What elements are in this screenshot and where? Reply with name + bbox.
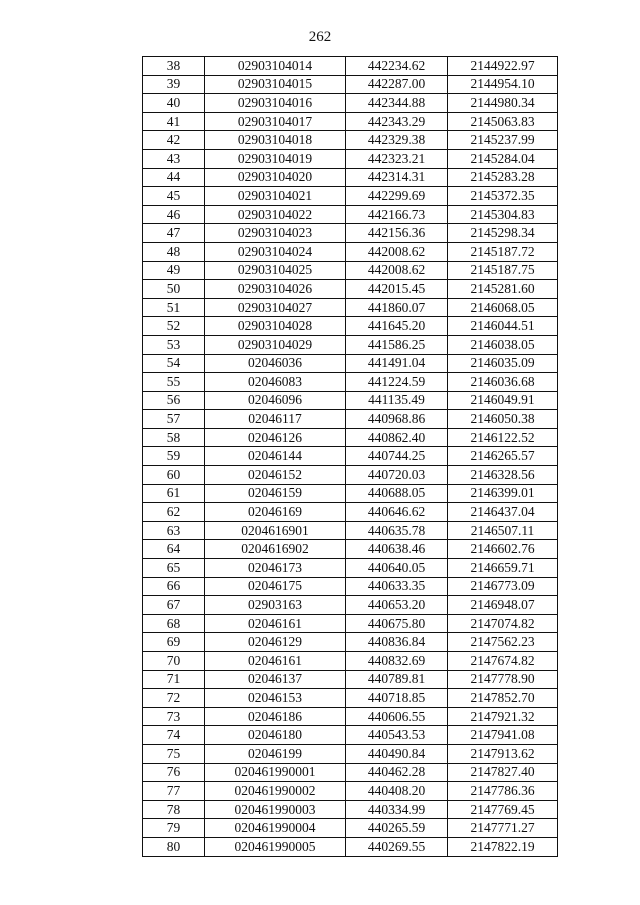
code-cell: 02046153 xyxy=(205,689,346,708)
table-row xyxy=(143,744,558,763)
table-row xyxy=(143,521,558,540)
y-coordinate-cell: 2146659.71 xyxy=(448,559,558,578)
table-row xyxy=(143,335,558,354)
table-row xyxy=(143,447,558,466)
y-coordinate-cell: 2146437.04 xyxy=(448,503,558,522)
code-cell: 02903104020 xyxy=(205,168,346,187)
y-coordinate-cell: 2146507.11 xyxy=(448,521,558,540)
x-coordinate-cell: 440265.59 xyxy=(346,819,448,838)
table-row xyxy=(143,391,558,410)
x-coordinate-cell: 442234.62 xyxy=(346,57,448,76)
x-coordinate-cell: 440606.55 xyxy=(346,707,448,726)
code-cell: 02046137 xyxy=(205,670,346,689)
point-number-cell: 59 xyxy=(143,447,205,466)
code-cell: 02046169 xyxy=(205,503,346,522)
y-coordinate-cell: 2146049.91 xyxy=(448,391,558,410)
code-cell: 02903104029 xyxy=(205,335,346,354)
y-coordinate-cell: 2147674.82 xyxy=(448,652,558,671)
y-coordinate-cell: 2145281.60 xyxy=(448,280,558,299)
table-row xyxy=(143,428,558,447)
point-number-cell: 67 xyxy=(143,596,205,615)
table-row xyxy=(143,187,558,206)
table-row xyxy=(143,837,558,856)
x-coordinate-cell: 440720.03 xyxy=(346,466,448,485)
code-cell: 02903104015 xyxy=(205,75,346,94)
page-number: 262 xyxy=(308,29,332,45)
point-number-cell: 74 xyxy=(143,726,205,745)
y-coordinate-cell: 2145237.99 xyxy=(448,131,558,150)
table-row xyxy=(143,633,558,652)
point-number-cell: 63 xyxy=(143,521,205,540)
y-coordinate-cell: 2147852.70 xyxy=(448,689,558,708)
table-row xyxy=(143,354,558,373)
code-cell: 02046175 xyxy=(205,577,346,596)
y-coordinate-cell: 2146044.51 xyxy=(448,317,558,336)
table-row xyxy=(143,726,558,745)
point-number-cell: 61 xyxy=(143,484,205,503)
y-coordinate-cell: 2146050.38 xyxy=(448,410,558,429)
code-cell: 02046126 xyxy=(205,428,346,447)
table-row xyxy=(143,670,558,689)
x-coordinate-cell: 442314.31 xyxy=(346,168,448,187)
code-cell: 02903104014 xyxy=(205,57,346,76)
table-row xyxy=(143,484,558,503)
code-cell: 020461990002 xyxy=(205,782,346,801)
code-cell: 020461990004 xyxy=(205,819,346,838)
y-coordinate-cell: 2146773.09 xyxy=(448,577,558,596)
point-number-cell: 39 xyxy=(143,75,205,94)
code-cell: 02903104024 xyxy=(205,242,346,261)
x-coordinate-cell: 441645.20 xyxy=(346,317,448,336)
x-coordinate-cell: 441491.04 xyxy=(346,354,448,373)
y-coordinate-cell: 2147562.23 xyxy=(448,633,558,652)
table-row xyxy=(143,112,558,131)
y-coordinate-cell: 2146068.05 xyxy=(448,298,558,317)
x-coordinate-cell: 442323.21 xyxy=(346,149,448,168)
x-coordinate-cell: 440653.20 xyxy=(346,596,448,615)
point-number-cell: 49 xyxy=(143,261,205,280)
code-cell: 02046036 xyxy=(205,354,346,373)
table-row xyxy=(143,373,558,392)
point-number-cell: 66 xyxy=(143,577,205,596)
code-cell: 02903104018 xyxy=(205,131,346,150)
y-coordinate-cell: 2144954.10 xyxy=(448,75,558,94)
coordinates-table-body xyxy=(143,57,558,857)
y-coordinate-cell: 2146122.52 xyxy=(448,428,558,447)
point-number-cell: 48 xyxy=(143,242,205,261)
y-coordinate-cell: 2145187.72 xyxy=(448,242,558,261)
point-number-cell: 70 xyxy=(143,652,205,671)
y-coordinate-cell: 2147822.19 xyxy=(448,837,558,856)
code-cell: 02903163 xyxy=(205,596,346,615)
table-row xyxy=(143,280,558,299)
point-number-cell: 68 xyxy=(143,614,205,633)
table-row xyxy=(143,559,558,578)
point-number-cell: 53 xyxy=(143,335,205,354)
code-cell: 02903104023 xyxy=(205,224,346,243)
y-coordinate-cell: 2147941.08 xyxy=(448,726,558,745)
point-number-cell: 42 xyxy=(143,131,205,150)
table-row xyxy=(143,782,558,801)
point-number-cell: 50 xyxy=(143,280,205,299)
point-number-cell: 45 xyxy=(143,187,205,206)
y-coordinate-cell: 2145372.35 xyxy=(448,187,558,206)
y-coordinate-cell: 2146328.56 xyxy=(448,466,558,485)
code-cell: 02046161 xyxy=(205,614,346,633)
point-number-cell: 78 xyxy=(143,800,205,819)
point-number-cell: 56 xyxy=(143,391,205,410)
x-coordinate-cell: 440789.81 xyxy=(346,670,448,689)
x-coordinate-cell: 440490.84 xyxy=(346,744,448,763)
x-coordinate-cell: 442156.36 xyxy=(346,224,448,243)
code-cell: 02046096 xyxy=(205,391,346,410)
x-coordinate-cell: 441586.25 xyxy=(346,335,448,354)
table-row xyxy=(143,689,558,708)
table-row xyxy=(143,466,558,485)
point-number-cell: 69 xyxy=(143,633,205,652)
x-coordinate-cell: 440675.80 xyxy=(346,614,448,633)
code-cell: 02046161 xyxy=(205,652,346,671)
code-cell: 02046173 xyxy=(205,559,346,578)
x-coordinate-cell: 440688.05 xyxy=(346,484,448,503)
y-coordinate-cell: 2145298.34 xyxy=(448,224,558,243)
code-cell: 020461990001 xyxy=(205,763,346,782)
code-cell: 02903104026 xyxy=(205,280,346,299)
point-number-cell: 52 xyxy=(143,317,205,336)
x-coordinate-cell: 440269.55 xyxy=(346,837,448,856)
code-cell: 02046129 xyxy=(205,633,346,652)
x-coordinate-cell: 440633.35 xyxy=(346,577,448,596)
coordinates-table xyxy=(142,56,558,857)
x-coordinate-cell: 440334.99 xyxy=(346,800,448,819)
point-number-cell: 64 xyxy=(143,540,205,559)
x-coordinate-cell: 441860.07 xyxy=(346,298,448,317)
code-cell: 02903104027 xyxy=(205,298,346,317)
table-row xyxy=(143,652,558,671)
code-cell: 0204616901 xyxy=(205,521,346,540)
point-number-cell: 75 xyxy=(143,744,205,763)
x-coordinate-cell: 440638.46 xyxy=(346,540,448,559)
table-row xyxy=(143,763,558,782)
x-coordinate-cell: 442287.00 xyxy=(346,75,448,94)
x-coordinate-cell: 442015.45 xyxy=(346,280,448,299)
x-coordinate-cell: 440408.20 xyxy=(346,782,448,801)
code-cell: 02903104028 xyxy=(205,317,346,336)
table-row xyxy=(143,298,558,317)
y-coordinate-cell: 2147827.40 xyxy=(448,763,558,782)
point-number-cell: 38 xyxy=(143,57,205,76)
x-coordinate-cell: 442008.62 xyxy=(346,242,448,261)
y-coordinate-cell: 2147769.45 xyxy=(448,800,558,819)
y-coordinate-cell: 2147913.62 xyxy=(448,744,558,763)
table-row xyxy=(143,800,558,819)
point-number-cell: 43 xyxy=(143,149,205,168)
x-coordinate-cell: 442329.38 xyxy=(346,131,448,150)
code-cell: 02046180 xyxy=(205,726,346,745)
code-cell: 02046144 xyxy=(205,447,346,466)
x-coordinate-cell: 440836.84 xyxy=(346,633,448,652)
table-row xyxy=(143,57,558,76)
x-coordinate-cell: 440543.53 xyxy=(346,726,448,745)
code-cell: 0204616902 xyxy=(205,540,346,559)
table-row xyxy=(143,707,558,726)
x-coordinate-cell: 440646.62 xyxy=(346,503,448,522)
point-number-cell: 47 xyxy=(143,224,205,243)
x-coordinate-cell: 440640.05 xyxy=(346,559,448,578)
code-cell: 02903104025 xyxy=(205,261,346,280)
y-coordinate-cell: 2146602.76 xyxy=(448,540,558,559)
table-row xyxy=(143,149,558,168)
y-coordinate-cell: 2147921.32 xyxy=(448,707,558,726)
x-coordinate-cell: 442008.62 xyxy=(346,261,448,280)
code-cell: 020461990003 xyxy=(205,800,346,819)
table-row xyxy=(143,205,558,224)
y-coordinate-cell: 2144980.34 xyxy=(448,94,558,113)
y-coordinate-cell: 2145284.04 xyxy=(448,149,558,168)
point-number-cell: 51 xyxy=(143,298,205,317)
table-row xyxy=(143,75,558,94)
x-coordinate-cell: 442166.73 xyxy=(346,205,448,224)
code-cell: 02903104019 xyxy=(205,149,346,168)
point-number-cell: 40 xyxy=(143,94,205,113)
point-number-cell: 77 xyxy=(143,782,205,801)
x-coordinate-cell: 440832.69 xyxy=(346,652,448,671)
y-coordinate-cell: 2144922.97 xyxy=(448,57,558,76)
code-cell: 02903104016 xyxy=(205,94,346,113)
x-coordinate-cell: 440968.86 xyxy=(346,410,448,429)
code-cell: 02046117 xyxy=(205,410,346,429)
x-coordinate-cell: 440744.25 xyxy=(346,447,448,466)
table-row xyxy=(143,819,558,838)
y-coordinate-cell: 2145304.83 xyxy=(448,205,558,224)
y-coordinate-cell: 2145283.28 xyxy=(448,168,558,187)
point-number-cell: 76 xyxy=(143,763,205,782)
y-coordinate-cell: 2146265.57 xyxy=(448,447,558,466)
point-number-cell: 57 xyxy=(143,410,205,429)
code-cell: 02046199 xyxy=(205,744,346,763)
table-row xyxy=(143,94,558,113)
point-number-cell: 73 xyxy=(143,707,205,726)
point-number-cell: 80 xyxy=(143,837,205,856)
y-coordinate-cell: 2147074.82 xyxy=(448,614,558,633)
y-coordinate-cell: 2146038.05 xyxy=(448,335,558,354)
x-coordinate-cell: 440462.28 xyxy=(346,763,448,782)
point-number-cell: 62 xyxy=(143,503,205,522)
code-cell: 02903104017 xyxy=(205,112,346,131)
y-coordinate-cell: 2145187.75 xyxy=(448,261,558,280)
x-coordinate-cell: 440635.78 xyxy=(346,521,448,540)
point-number-cell: 58 xyxy=(143,428,205,447)
code-cell: 02903104022 xyxy=(205,205,346,224)
code-cell: 02046159 xyxy=(205,484,346,503)
table-row xyxy=(143,410,558,429)
y-coordinate-cell: 2147786.36 xyxy=(448,782,558,801)
x-coordinate-cell: 442299.69 xyxy=(346,187,448,206)
y-coordinate-cell: 2145063.83 xyxy=(448,112,558,131)
table-row xyxy=(143,317,558,336)
y-coordinate-cell: 2147771.27 xyxy=(448,819,558,838)
table-row xyxy=(143,577,558,596)
x-coordinate-cell: 440862.40 xyxy=(346,428,448,447)
table-row xyxy=(143,168,558,187)
x-coordinate-cell: 441135.49 xyxy=(346,391,448,410)
x-coordinate-cell: 441224.59 xyxy=(346,373,448,392)
point-number-cell: 41 xyxy=(143,112,205,131)
table-row xyxy=(143,614,558,633)
point-number-cell: 54 xyxy=(143,354,205,373)
y-coordinate-cell: 2147778.90 xyxy=(448,670,558,689)
table-row xyxy=(143,242,558,261)
point-number-cell: 60 xyxy=(143,466,205,485)
y-coordinate-cell: 2146035.09 xyxy=(448,354,558,373)
point-number-cell: 46 xyxy=(143,205,205,224)
point-number-cell: 71 xyxy=(143,670,205,689)
table-row xyxy=(143,503,558,522)
x-coordinate-cell: 442343.29 xyxy=(346,112,448,131)
x-coordinate-cell: 440718.85 xyxy=(346,689,448,708)
code-cell: 02046152 xyxy=(205,466,346,485)
table-row xyxy=(143,596,558,615)
code-cell: 020461990005 xyxy=(205,837,346,856)
point-number-cell: 65 xyxy=(143,559,205,578)
table-row xyxy=(143,131,558,150)
code-cell: 02903104021 xyxy=(205,187,346,206)
y-coordinate-cell: 2146036.68 xyxy=(448,373,558,392)
code-cell: 02046083 xyxy=(205,373,346,392)
point-number-cell: 79 xyxy=(143,819,205,838)
point-number-cell: 44 xyxy=(143,168,205,187)
x-coordinate-cell: 442344.88 xyxy=(346,94,448,113)
table-row xyxy=(143,540,558,559)
point-number-cell: 72 xyxy=(143,689,205,708)
table-row xyxy=(143,261,558,280)
y-coordinate-cell: 2146948.07 xyxy=(448,596,558,615)
point-number-cell: 55 xyxy=(143,373,205,392)
code-cell: 02046186 xyxy=(205,707,346,726)
table-row xyxy=(143,224,558,243)
y-coordinate-cell: 2146399.01 xyxy=(448,484,558,503)
